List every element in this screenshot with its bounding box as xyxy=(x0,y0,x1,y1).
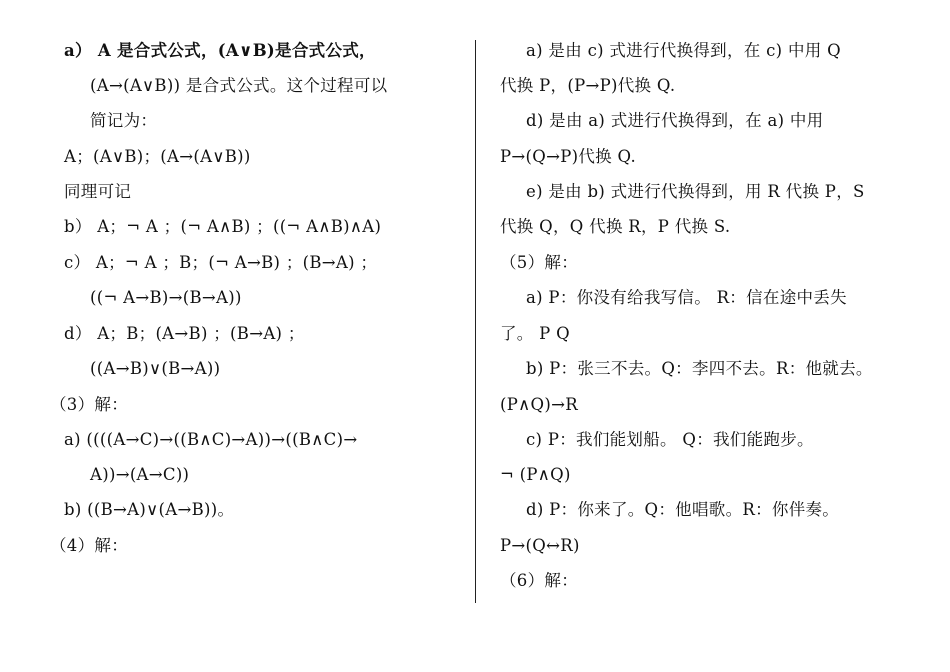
right-line-12: c) P：我们能划船。 Q：我们能跑步。 xyxy=(526,430,814,449)
left-line-2: (A→(A∨B)) 是合式公式。这个过程可以 xyxy=(90,76,388,95)
left-line-3: 简记为： xyxy=(90,111,158,130)
left-line-4: A；(A∨B)；(A→(A∨B)) xyxy=(64,147,251,166)
right-line-16: （6）解： xyxy=(500,571,578,590)
left-line-14: b) ((B→A)∨(A→B))。 xyxy=(64,500,235,519)
right-line-5: e) 是由 b) 式进行代换得到，用 R 代换 P，S xyxy=(526,182,865,201)
right-line-9: 了。 P Q xyxy=(500,324,570,343)
left-line-6: b） A；¬ A ；(¬ A∧B) ；((¬ A∧B)∧A) xyxy=(64,217,382,236)
left-line-9: d） A；B；(A→B) ；(B→A) ； xyxy=(64,324,305,343)
column-divider xyxy=(475,40,476,603)
right-line-13: ¬ (P∧Q) xyxy=(500,465,571,484)
left-line-11: （3）解： xyxy=(50,395,128,414)
right-line-7: （5）解： xyxy=(500,253,578,272)
left-line-1: a） A 是合式公式，(A∨B)是合式公式， xyxy=(64,41,376,60)
right-line-10: b) P：张三不去。Q：李四不去。R：他就去。 xyxy=(526,359,873,378)
left-line-8: ((¬ A→B)→(B→A)) xyxy=(90,288,242,307)
right-line-2: 代换 P，(P→P)代换 Q. xyxy=(500,76,676,95)
left-line-15: （4）解： xyxy=(50,536,128,555)
left-line-10: ((A→B)∨(B→A)) xyxy=(90,359,221,378)
left-line-7: c） A；¬ A ；B；(¬ A→B) ；(B→A) ； xyxy=(64,253,378,272)
right-line-1: a) 是由 c) 式进行代换得到，在 c) 中用 Q xyxy=(526,41,841,60)
right-line-6: 代换 Q，Q 代换 R，P 代换 S. xyxy=(500,217,731,236)
right-line-4: P→(Q→P)代换 Q. xyxy=(500,147,637,166)
left-line-13: A))→(A→C)) xyxy=(90,465,190,484)
right-line-8: a) P：你没有给我写信。 R：信在途中丢失 xyxy=(526,288,847,307)
left-line-5: 同理可记 xyxy=(64,182,132,201)
right-line-15: P→(Q↔R) xyxy=(500,536,580,555)
right-line-3: d) 是由 a) 式进行代换得到，在 a) 中用 xyxy=(526,111,824,130)
right-line-11: (P∧Q)→R xyxy=(500,395,578,414)
left-line-12: a) ((((A→C)→((B∧C)→A))→((B∧C)→ xyxy=(64,430,358,449)
right-line-14: d) P：你来了。Q：他唱歌。R：你伴奏。 xyxy=(526,500,840,519)
